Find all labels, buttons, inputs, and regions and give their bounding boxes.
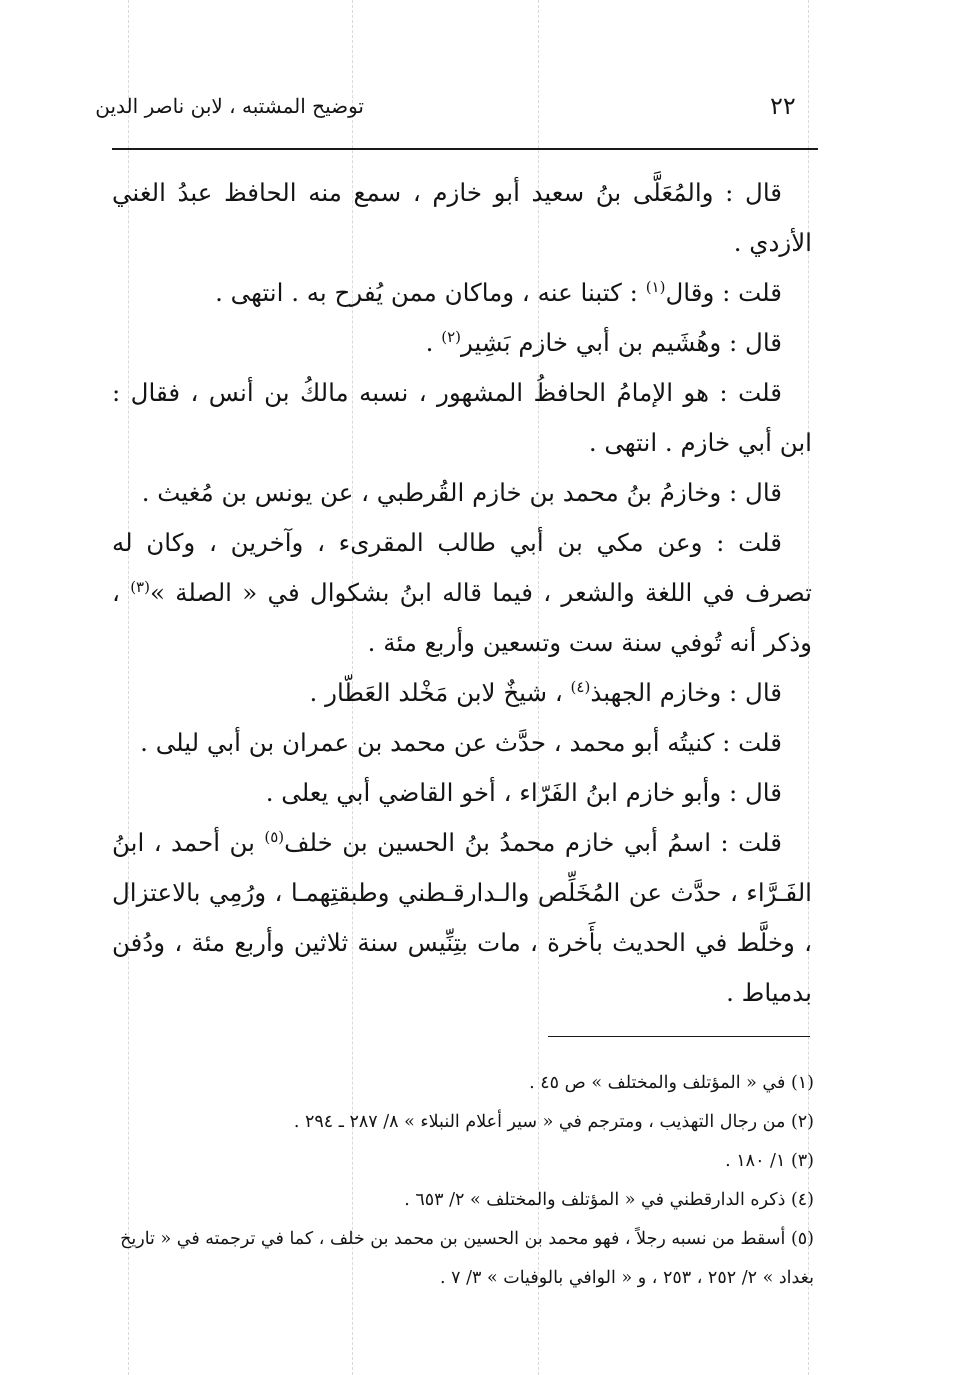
- footnote-reference: (١): [645, 277, 666, 296]
- footnote: (١) في « المؤتلف والمختلف » ص ٤٥ .: [529, 1073, 814, 1093]
- page-number: ٢٢: [770, 92, 796, 120]
- main-text: [112, 168, 812, 1018]
- footnotes: [112, 1064, 814, 1298]
- paragraph: قلت : كنيتُه أبو محمد ، حدَّث عن محمد بن عمران بن أبي ليلى .: [140, 728, 782, 757]
- footnote-reference: (٥): [264, 827, 285, 846]
- footnote: (٥) أسقط من نسبه رجلاً ، فهو محمد بن الحسين بن محمد بن خلف ، كما في ترجمته في « تاريخ بغداد » ٢/ ٢٥٢ ، ٢٥٣ ، و « الوافي بالوفيات » ٣/ ٧ .: [120, 1229, 814, 1288]
- paragraph: قلت : وقال$^{(١)}$ : كتبنا عنه ، وماكان ممن يُفرح به . انتهى .: [215, 277, 782, 307]
- paragraph: قال : وخازم الجهبذ$^{(٤)}$ ، شيخٌ لابن مَخْلد العَطّار .: [309, 677, 782, 707]
- paragraph: قال : وخازمُ بنُ محمد بن خازم القُرطبي ، عن يونس بن مُغيث .: [141, 478, 782, 507]
- footnote-number: (٤): [790, 1190, 814, 1210]
- footnote-number: (٥): [790, 1229, 814, 1249]
- footnote-reference: (٣): [130, 577, 150, 596]
- paragraph: قال : وأبو خازم ابنُ الفَرّاء ، أخو القاضي أبي يعلى .: [265, 778, 782, 807]
- footnote-reference: (٢): [441, 327, 462, 346]
- footnote-number: (٣): [790, 1151, 814, 1171]
- footnote-reference: (٤): [570, 677, 591, 696]
- header-rule: [112, 148, 818, 150]
- footnote-number: (٢): [790, 1112, 814, 1132]
- running-header-title: توضيح المشتبه ، لابن ناصر الدين: [95, 94, 364, 118]
- paragraph: قال : والمُعَلَّى بنُ سعيد أبو خازم ، سمع منه الحافظ عبدُ الغني الأزدي .: [112, 178, 812, 257]
- paragraph: قال : وهُشَيم بن أبي خازم بَشِير$^{(٢)}$ .: [425, 327, 782, 357]
- paragraph: قلت : هو الإمامُ الحافظُ المشهور ، نسبه مالكُ بن أنس ، فقال : ابن أبي خازم . انتهى .: [112, 378, 812, 457]
- paragraph: قلت : اسمُ أبي خازم محمدُ بنُ الحسين بن خلف$^{(٥)}$ بن أحمد ، ابنُ الفَـرَّاء ، حدَّث عن المُخَلِّص والـدارقـطني وطبقتِهمـا ، ورُمِي بالاعتزال ، وخلَّط في الحديث بأَخرة ، مات بتِنِّيس سنة ثلاثين وأربع مئة ، ودُفن بدمياط .: [112, 827, 812, 1007]
- footnote: (٤) ذكره الدارقطني في « المؤتلف والمختلف » ٢/ ٦٥٣ .: [404, 1190, 814, 1210]
- footnote-separator: [548, 1036, 810, 1037]
- footnote: (٣) ١/ ١٨٠ .: [725, 1151, 814, 1171]
- footnote-number: (١): [790, 1073, 814, 1093]
- footnote: (٢) من رجال التهذيب ، ومترجم في « سير أعلام النبلاء » ٨/ ٢٨٧ ـ ٢٩٤ .: [293, 1112, 814, 1132]
- paragraph: قلت : وعن مكي بن أبي طالب المقرىء ، وآخرين ، وكان له تصرف في اللغة والشعر ، فيما قاله ابنُ بشكوال في « الصلة »$^{(٣)}$ ، وذكر أنه تُوفي سنة ست وتسعين وأربع مئة .: [112, 528, 812, 657]
